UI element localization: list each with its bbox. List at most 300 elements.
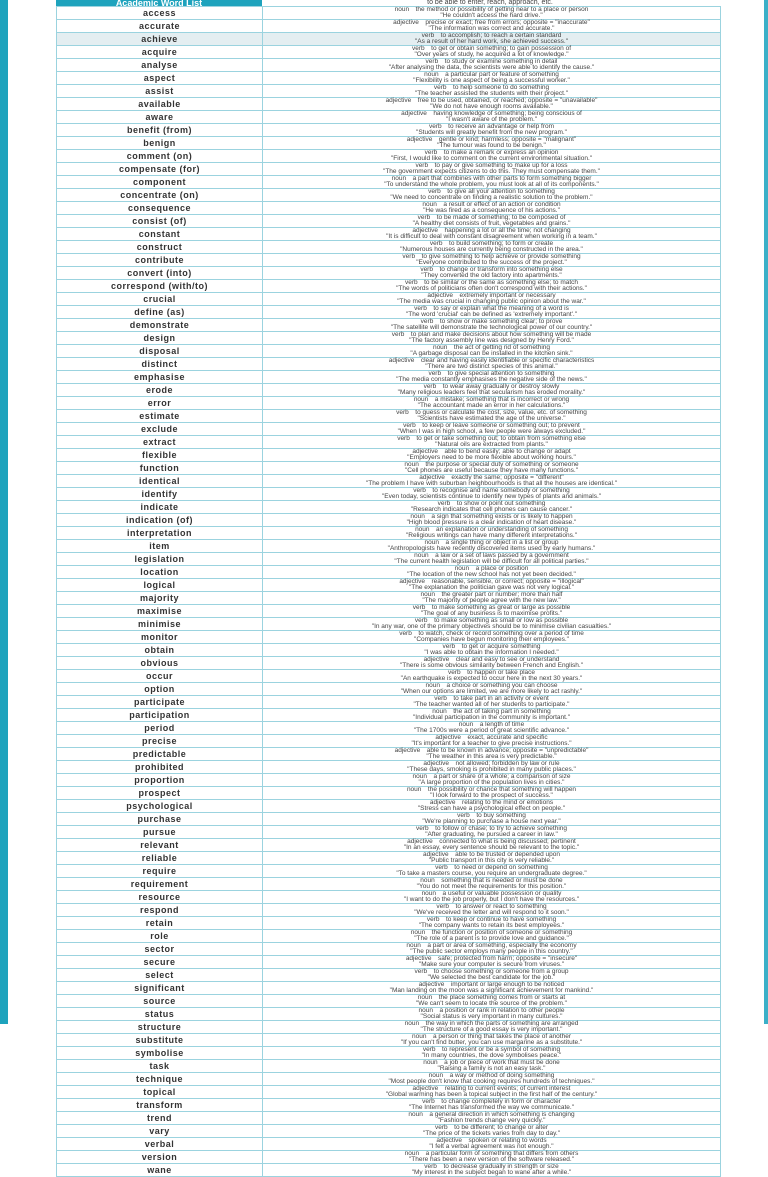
definition-text: happening a lot or all the time; not changing (444, 227, 571, 234)
part-of-speech: verb (403, 422, 416, 429)
word-term: benign (57, 137, 263, 150)
example-sentence: "It's important for a teacher to give precise instructions." (411, 740, 572, 747)
word-definition-cell (263, 800, 721, 813)
definition-text: a useful or valuable possession or quality (442, 890, 562, 897)
definition-text: to plan and make decisions about how something will be made (410, 331, 592, 338)
definition-text: to buy something (476, 812, 526, 819)
word-term: precise (57, 735, 263, 748)
part-of-speech: verb (447, 669, 461, 676)
example-sentence: "The teacher assisted the students with their project." (414, 90, 569, 97)
word-row (57, 982, 721, 995)
word-definition-cell (263, 1138, 721, 1151)
part-of-speech: noun (423, 1059, 438, 1066)
word-definition-cell (263, 501, 721, 514)
word-row (57, 878, 721, 891)
definition-text: to receive an advantage or help from (448, 123, 555, 130)
word-definition-cell (263, 943, 721, 956)
word-row (57, 761, 721, 774)
definition-text: to make something as great or large as possible (431, 604, 571, 611)
part-of-speech: noun (404, 1020, 420, 1027)
part-of-speech: noun (394, 6, 410, 13)
word-row (57, 618, 721, 631)
example-sentence: "Numerous houses are currently being constructed in the area." (400, 246, 583, 253)
word-definition-cell (263, 592, 721, 605)
word-term: item (57, 540, 263, 553)
example-sentence: "We selected the best candidate for the job." (427, 974, 556, 981)
word-row (57, 1138, 721, 1151)
part-of-speech: adjective (399, 578, 425, 585)
part-of-speech: noun (421, 890, 437, 897)
word-term: aware (57, 111, 263, 124)
definition-text: a job or piece of work that must be done (444, 1059, 560, 1066)
word-term: indication (of) (57, 514, 263, 527)
definition-text: to keep or continue to have something (445, 916, 557, 923)
example-sentence: "A healthy diet consists of fruit, vegetables and grains." (412, 220, 571, 227)
part-of-speech: verb (428, 123, 442, 130)
word-definition-cell (263, 189, 721, 202)
word-definition-cell (263, 566, 721, 579)
definition-text: to represent or be a symbol of something (442, 1046, 561, 1053)
definition-text: the possibility or chance that something will happen (427, 786, 577, 793)
part-of-speech: noun (424, 539, 439, 546)
part-of-speech: verb (404, 279, 418, 286)
example-sentence: "The 1700s were a period of great scientific advance." (413, 727, 570, 734)
definition-text: a particular form of something that differs from others (425, 1150, 579, 1157)
word-term: option (57, 683, 263, 696)
definition-text: relating to the mind or emotions (462, 799, 554, 806)
word-term: legislation (57, 553, 263, 566)
word-definition-cell (263, 332, 721, 345)
definition-text: the purpose or special duty of something or someone (425, 461, 579, 468)
word-term: distinct (57, 358, 263, 371)
definition-text: to take part in an activity or event (453, 695, 549, 702)
definition-text: to show or point out something (456, 500, 546, 507)
part-of-speech: noun (424, 71, 439, 78)
part-of-speech: noun (432, 708, 447, 715)
part-of-speech: noun (420, 591, 435, 598)
part-of-speech: adjective (407, 838, 433, 845)
part-of-speech: adjective (385, 97, 412, 104)
part-of-speech: verb (435, 864, 448, 871)
part-of-speech: verb (421, 32, 435, 39)
part-of-speech: noun (458, 721, 474, 728)
part-of-speech: adjective (423, 656, 450, 663)
definition-text: to give something to help achieve or provide something (421, 253, 581, 260)
word-term: monitor (57, 631, 263, 644)
example-sentence: "Scientists have estimated the age of the universe." (417, 415, 566, 422)
word-row (57, 306, 721, 319)
part-of-speech: verb (429, 240, 443, 247)
word-term: available (57, 98, 263, 111)
part-of-speech: verb (437, 500, 451, 507)
word-term: define (as) (57, 306, 263, 319)
part-of-speech: adjective (423, 851, 449, 858)
example-sentence: "High blood pressure is a clear indication of heart disease." (406, 519, 577, 526)
part-of-speech: noun (422, 201, 437, 208)
word-definition-cell (263, 176, 721, 189)
word-term: role (57, 930, 263, 943)
word-term: acquire (57, 46, 263, 59)
word-row (57, 852, 721, 865)
word-row (57, 228, 721, 241)
example-sentence: "Stress can have a psychological effect on people." (417, 805, 566, 812)
example-sentence: "To take a masters course, you require an undergraduate degree." (396, 870, 587, 877)
word-term: resource (57, 891, 263, 904)
word-row (57, 800, 721, 813)
definition-text: spoken or relating to words (468, 1137, 547, 1144)
definition-text: a mistake; something that is incorrect or wrong (434, 396, 570, 403)
example-sentence: "Students will greatly benefit from the new program." (416, 129, 567, 136)
part-of-speech: verb (424, 149, 438, 156)
definition-text: precise or exact; free from errors; opposite = "inaccurate" (425, 19, 590, 26)
example-sentence: "I look forward to the prospect of success." (430, 792, 553, 799)
part-of-speech: noun (404, 1150, 420, 1157)
word-row (57, 683, 721, 696)
word-definition-cell (263, 904, 721, 917)
part-of-speech: noun (413, 396, 429, 403)
part-of-speech: verb (423, 383, 437, 390)
word-definition-cell (263, 891, 721, 904)
example-sentence: "Social status is very important in many cultures." (420, 1013, 563, 1020)
example-sentence: "Man landing on the moon was a significant achievement for mankind." (389, 987, 594, 994)
word-definition-cell (263, 631, 721, 644)
example-sentence: "The accountant made an error in her calculations." (417, 402, 566, 409)
part-of-speech: noun (415, 526, 430, 533)
word-row (57, 1047, 721, 1060)
word-definition-cell (263, 475, 721, 488)
word-term: function (57, 462, 263, 475)
example-sentence: "The word 'crucial' can be defined as 'extremely important'." (405, 311, 578, 318)
example-sentence: "The tumour was found to be benign." (437, 142, 546, 149)
word-row (57, 280, 721, 293)
word-term: participate (57, 696, 263, 709)
word-definition-cell (263, 488, 721, 501)
word-definition-cell (263, 1164, 721, 1177)
definition-text: exactly the same; opposite = "different" (451, 474, 564, 481)
definition-text: to build something; to form or create (449, 240, 554, 247)
example-sentence: "He was fired as a consequence of his actions." (423, 207, 560, 214)
definition-text: the place something comes from or starts at (438, 994, 566, 1001)
word-term: proportion (57, 774, 263, 787)
word-term: technique (57, 1073, 263, 1086)
part-of-speech: noun (412, 773, 428, 780)
example-sentence: "They converted the old factory into apartments." (421, 272, 562, 279)
definition-text: to be similar or the same as something else; to match (424, 279, 579, 286)
definition-text: able to be known in advance; opposite = "unpredictable" (426, 747, 589, 754)
part-of-speech: verb (435, 1124, 448, 1131)
example-sentence: "The factory assembly line was designed by Henry Ford." (409, 337, 574, 344)
word-term: vary (57, 1125, 263, 1138)
word-definition-cell (263, 319, 721, 332)
word-definition-cell (263, 605, 721, 618)
example-sentence: "The majority of people agree with the new law." (422, 597, 561, 604)
definition-text: exact, accurate and specific (467, 734, 548, 741)
word-definition-cell (263, 33, 721, 46)
part-of-speech: noun (420, 877, 435, 884)
word-term: predictable (57, 748, 263, 761)
definition-text: the function or position of someone or something (431, 929, 573, 936)
word-term: requirement (57, 878, 263, 891)
word-definition-cell (263, 1125, 721, 1138)
definition-text: to keep or leave someone or something out; to prevent (422, 422, 580, 429)
word-row (57, 475, 721, 488)
part-of-speech: adjective (427, 292, 454, 299)
word-definition-cell (263, 462, 721, 475)
word-term: indicate (57, 501, 263, 514)
part-of-speech: adjective (435, 734, 461, 741)
definition-text: a length of time (479, 721, 525, 728)
word-definition-cell (263, 722, 721, 735)
part-of-speech: verb (424, 1163, 437, 1170)
word-row (57, 1164, 721, 1177)
definition-text: to need or depend on something (454, 864, 548, 871)
part-of-speech: verb (402, 253, 416, 260)
word-definition-cell (263, 280, 721, 293)
word-definition-cell (263, 1099, 721, 1112)
example-sentence: "A large proportion of the population lives in cities." (418, 779, 565, 786)
word-term: constant (57, 228, 263, 241)
word-definition-cell (263, 735, 721, 748)
example-sentence: "The public sector employs many people in this country." (410, 948, 573, 955)
word-definition-cell (263, 826, 721, 839)
part-of-speech: verb (442, 643, 456, 650)
word-row (57, 644, 721, 657)
word-term: emphasise (57, 371, 263, 384)
definition-text: clear and having easily identifiable or specific characteristics (420, 357, 595, 364)
definition-text: safe; protected from harm; opposite = "insecure" (437, 955, 578, 962)
part-of-speech: noun (408, 1111, 423, 1118)
word-definition-cell (263, 657, 721, 670)
word-definition-cell (263, 7, 721, 20)
definition-text: free to be used, obtained, or reached; opposite = "unavailable" (417, 97, 598, 104)
word-term: disposal (57, 345, 263, 358)
definition-text: to study or examine something in detail (444, 58, 558, 65)
word-row (57, 527, 721, 540)
definition-text: a particular part or feature of something (445, 71, 559, 78)
example-sentence: "Natural oils are extracted from plants." (435, 441, 548, 448)
part-of-speech: noun (404, 461, 419, 468)
word-term: prohibited (57, 761, 263, 774)
word-row (57, 826, 721, 839)
word-row (57, 709, 721, 722)
word-row (57, 774, 721, 787)
word-row (57, 1112, 721, 1125)
example-sentence: "Most people don't know that cooking requires hundreds of techniques." (388, 1078, 595, 1085)
word-definition-cell (263, 267, 721, 280)
word-definition-cell (263, 969, 721, 982)
word-row (57, 163, 721, 176)
part-of-speech: noun (417, 994, 433, 1001)
example-sentence: "As a result of her hard work, she achieved success." (414, 38, 569, 45)
example-sentence: "Religious writings can have many different interpretations." (405, 532, 578, 539)
part-of-speech: adjective (393, 19, 419, 26)
word-term: structure (57, 1021, 263, 1034)
word-definition-cell (263, 46, 721, 59)
word-term: benefit (from) (57, 124, 263, 137)
definition-text: to guess or calculate the cost, size, value, etc. of something (415, 409, 587, 416)
example-sentence: "The explanation the politician gave was not very logical." (408, 584, 575, 591)
word-row (57, 930, 721, 943)
word-term: component (57, 176, 263, 189)
word-row (57, 215, 721, 228)
example-sentence: "Research indicates that cell phones can cause cancer." (410, 506, 573, 513)
example-sentence: "After graduating, he pursued a career in law." (425, 831, 558, 838)
example-sentence: "The price of the tickets varies from day to day." (422, 1130, 561, 1137)
example-sentence: "My interest in the subject began to wane after a while." (411, 1169, 572, 1176)
part-of-speech: verb (426, 916, 440, 923)
example-sentence: "To understand the whole problem, you must look at all of its components." (384, 181, 599, 188)
word-term: obvious (57, 657, 263, 670)
word-definition-cell (263, 98, 721, 111)
example-sentence: "The government expects citizens to do this. They must compensate them." (383, 168, 600, 175)
word-definition-cell (263, 449, 721, 462)
word-row (57, 293, 721, 306)
part-of-speech: noun (406, 786, 422, 793)
example-sentence: "The weather in this area is very predictable." (426, 753, 557, 760)
word-definition-cell (263, 215, 721, 228)
definition-text: to happen or take place (467, 669, 536, 676)
definition-text: not allowed; forbidden by law or rule (455, 760, 560, 767)
word-term: retain (57, 917, 263, 930)
word-term: demonstrate (57, 319, 263, 332)
word-term: contribute (57, 254, 263, 267)
word-row (57, 501, 721, 514)
example-sentence: "The media was crucial in changing public opinion about the war." (397, 298, 586, 305)
part-of-speech: adjective (419, 474, 445, 481)
example-sentence: "We've received the letter and will respond to it soon." (414, 909, 569, 916)
part-of-speech: noun (410, 929, 426, 936)
definition-text: to give special attention to something (447, 370, 555, 377)
part-of-speech: adjective (406, 136, 433, 143)
word-definition-cell (263, 748, 721, 761)
definition-text: to show or make something clear; to prove (439, 318, 563, 325)
definition-text: connected to what is being discussed; pertinent (439, 838, 576, 845)
word-term: topical (57, 1086, 263, 1099)
part-of-speech: adjective (429, 799, 456, 806)
part-of-speech: verb (436, 903, 450, 910)
word-row (57, 20, 721, 33)
example-sentence: "I wasn't aware of the problem." (445, 116, 538, 123)
example-sentence: "Make sure your computer is secure from viruses." (418, 961, 565, 968)
word-row (57, 631, 721, 644)
word-term: crucial (57, 293, 263, 306)
word-term: identical (57, 475, 263, 488)
example-sentence: "There has been a new version of the software released." (408, 1156, 575, 1163)
word-row (57, 7, 721, 20)
word-definition-cell (263, 371, 721, 384)
word-term: error (57, 397, 263, 410)
definition-text: a person or thing that takes the place of another (432, 1033, 571, 1040)
word-row (57, 566, 721, 579)
word-term: psychological (57, 800, 263, 813)
example-sentence: "Over years of study, he acquired a lot of knowledge." (414, 51, 569, 58)
word-term: extract (57, 436, 263, 449)
word-row (57, 124, 721, 137)
word-definition-cell (263, 72, 721, 85)
word-term: select (57, 969, 263, 982)
example-sentence: "Companies have begun monitoring their employees." (414, 636, 569, 643)
part-of-speech: verb (391, 331, 405, 338)
word-term: analyse (57, 59, 263, 72)
word-definition-cell (263, 787, 721, 800)
example-sentence: "Even today, scientists continue to identify new types of plants and animals." (381, 493, 602, 500)
word-term: require (57, 865, 263, 878)
example-sentence: "When I was in high school, a few people were always excluded." (397, 428, 586, 435)
part-of-speech: verb (428, 188, 441, 195)
word-row (57, 891, 721, 904)
example-sentence: "The Internet has transformed the way we communicate." (408, 1104, 575, 1111)
part-of-speech: verb (457, 812, 470, 819)
example-sentence: "The teacher wanted all of her students to participate." (413, 701, 570, 708)
part-of-speech: adjective (394, 747, 421, 754)
definition-text: to get or obtain something; to gain possession of (431, 45, 571, 52)
definition-text: a place or position (475, 565, 529, 572)
header-text: to be able to enter, reach, approach, etc. (427, 0, 553, 6)
definition-text: gentle or kind; harmless; opposite = "malignant" (438, 136, 577, 143)
word-term: respond (57, 904, 263, 917)
part-of-speech: noun (411, 1033, 427, 1040)
part-of-speech: noun (428, 1072, 444, 1079)
word-list-document (56, 0, 718, 1176)
example-sentence: "The company wants to retain its best employees." (418, 922, 565, 929)
word-row (57, 722, 721, 735)
word-term: aspect (57, 72, 263, 85)
word-definition-cell (263, 995, 721, 1008)
example-sentence: "Anthropologists have recently discovered items used by early humans." (387, 545, 596, 552)
word-row (57, 358, 721, 371)
definition-text: a general direction in which something is changing (429, 1111, 575, 1118)
example-sentence: "The problem I have with suburban neighbourhoods is that all the houses are identical." (365, 480, 618, 487)
word-definition-cell (263, 514, 721, 527)
word-definition-cell (263, 254, 721, 267)
definition-text: a position or rank in relation to other people (439, 1007, 565, 1014)
word-definition-cell (263, 956, 721, 969)
word-row (57, 1099, 721, 1112)
word-term: verbal (57, 1138, 263, 1151)
word-definition-cell (263, 1047, 721, 1060)
word-row (57, 1086, 721, 1099)
definition-text: something that is needed or must be done (441, 877, 563, 884)
word-row (57, 1060, 721, 1073)
word-definition-cell (263, 709, 721, 722)
word-row (57, 33, 721, 46)
definition-text: to follow or chase; to try to achieve something (435, 825, 568, 832)
word-definition-cell (263, 579, 721, 592)
word-definition-cell (263, 1151, 721, 1164)
word-rows (57, 7, 721, 1177)
definition-text: to make something as small or low as possible (434, 617, 569, 624)
word-term: construct (57, 241, 263, 254)
definition-text: a single thing or object in a list or group (445, 539, 559, 546)
part-of-speech: adjective (418, 981, 445, 988)
example-sentence: "The location of the new school has not yet been decided." (407, 571, 576, 578)
word-definition-cell (263, 618, 721, 631)
word-row (57, 189, 721, 202)
definition-text: an explanation or understanding of something (436, 526, 568, 533)
word-row (57, 813, 721, 826)
definition-text: to pay or give something to make up for a loss (434, 162, 568, 169)
word-term: version (57, 1151, 263, 1164)
example-sentence: "In an essay, every sentence should be relevant to the topic." (403, 844, 580, 851)
example-sentence: "Individual participation in the community is important." (412, 714, 571, 721)
word-term: identify (57, 488, 263, 501)
word-row (57, 462, 721, 475)
word-definition-cell (263, 878, 721, 891)
definition-text: a sign that something exists or is likely to happen (431, 513, 573, 520)
part-of-speech: noun (418, 1007, 433, 1014)
word-term: trend (57, 1112, 263, 1125)
example-sentence: "A garbage disposal can be installed in the kitchen sink." (410, 350, 573, 357)
